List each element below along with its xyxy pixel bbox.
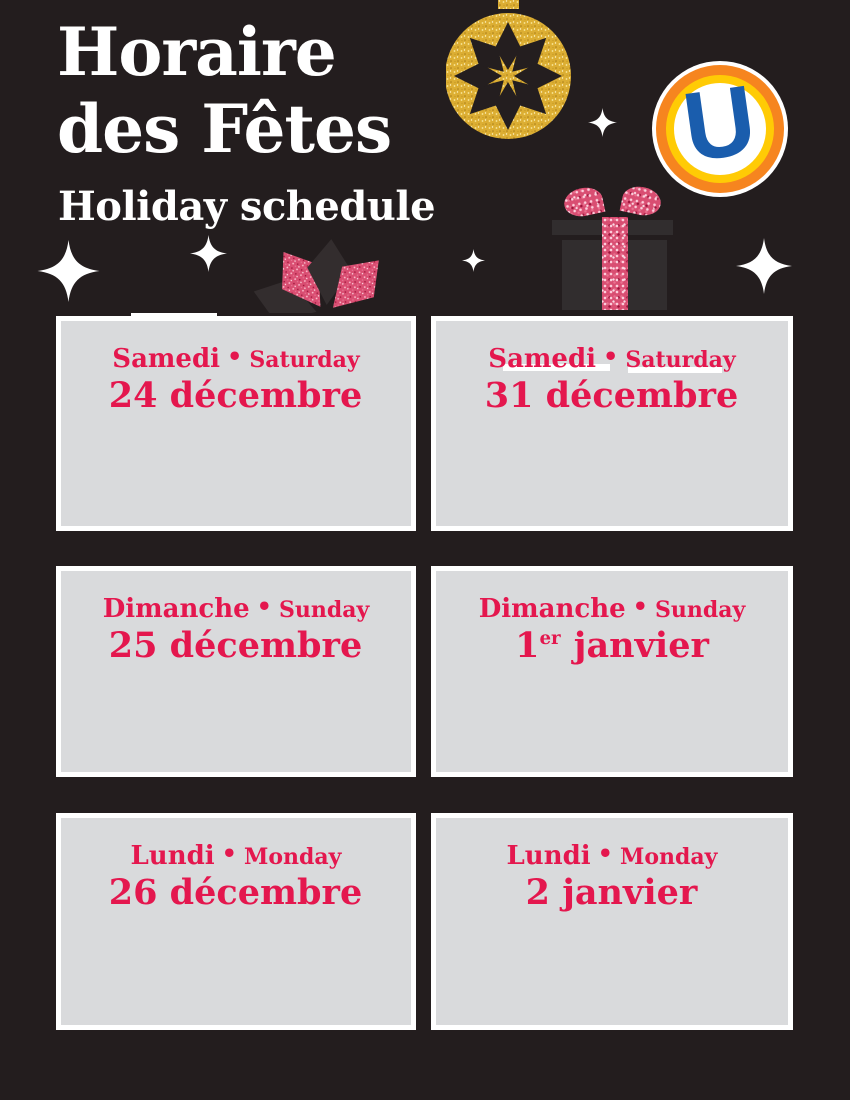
page-title	[57, 14, 391, 168]
bullet-separator: •	[632, 592, 648, 621]
gift-bow-left	[562, 184, 606, 219]
day-french: Lundi	[506, 841, 591, 871]
gift-bow-right	[620, 183, 664, 218]
card-date	[61, 375, 411, 416]
logo-center	[674, 63, 766, 182]
day-french: Dimanche	[102, 594, 250, 624]
day-english: Sunday	[655, 597, 746, 623]
page-subtitle: Holiday schedule	[58, 183, 436, 230]
card-day-label	[436, 839, 788, 871]
date-text: 31 décembre	[484, 375, 739, 416]
card-artifact	[131, 313, 217, 319]
date-text: 26 décembre	[108, 872, 363, 913]
day-english: Saturday	[625, 347, 736, 373]
date-text-cont: janvier	[561, 625, 709, 666]
date-text: 25 décembre	[108, 625, 363, 666]
bullet-separator: •	[221, 839, 238, 868]
day-english: Monday	[620, 844, 718, 870]
sparkle-icon	[37, 240, 100, 302]
logo-yellow-ring	[666, 63, 774, 183]
title-line2: des Fêtes	[57, 90, 392, 168]
schedule-card-dec31	[431, 316, 793, 531]
day-french: Dimanche	[478, 594, 626, 624]
day-french: Samedi	[112, 344, 221, 374]
card-day-label	[61, 592, 411, 624]
date-superscript: er	[539, 628, 561, 650]
date-text: 2 janvier	[525, 872, 698, 913]
schedule-card-dec24	[56, 316, 416, 531]
card-artifact	[713, 316, 731, 321]
sparkle-icon	[190, 235, 227, 272]
bullet-separator: •	[597, 839, 614, 868]
sparkle-icon	[462, 247, 485, 274]
date-text: 24 décembre	[108, 375, 363, 416]
card-date	[436, 375, 788, 416]
card-date	[436, 625, 788, 666]
title-line1: Horaire	[57, 13, 336, 91]
bullet-separator: •	[256, 592, 272, 621]
schedule-card-dec26	[56, 813, 416, 1030]
bullet-separator: •	[603, 342, 619, 371]
day-english: Sunday	[279, 597, 370, 623]
bauble-ornament-icon	[446, 0, 571, 140]
card-date	[61, 625, 411, 666]
card-day-label	[436, 342, 788, 374]
sparkle-icon	[588, 106, 617, 139]
day-french: Samedi	[488, 344, 597, 374]
schedule-card-jan1	[431, 566, 793, 777]
card-day-label	[436, 592, 788, 624]
schedule-card-jan2	[431, 813, 793, 1030]
schedule-card-dec25	[56, 566, 416, 777]
date-text: 1	[515, 625, 540, 666]
day-english: Monday	[244, 844, 342, 870]
day-english: Saturday	[249, 347, 360, 373]
card-day-label	[61, 839, 411, 871]
sparkle-icon	[736, 236, 792, 296]
logo-letter: U	[676, 63, 762, 182]
gift-ribbon	[602, 217, 628, 310]
gift-icon	[548, 184, 678, 312]
card-day-label	[61, 342, 411, 374]
card-date	[61, 872, 411, 913]
card-date	[436, 872, 788, 913]
bullet-separator: •	[227, 342, 243, 371]
logo-orange-ring	[656, 65, 784, 193]
day-french: Lundi	[130, 841, 215, 871]
brand-logo	[652, 61, 788, 197]
petal-fan-icon	[250, 233, 382, 313]
